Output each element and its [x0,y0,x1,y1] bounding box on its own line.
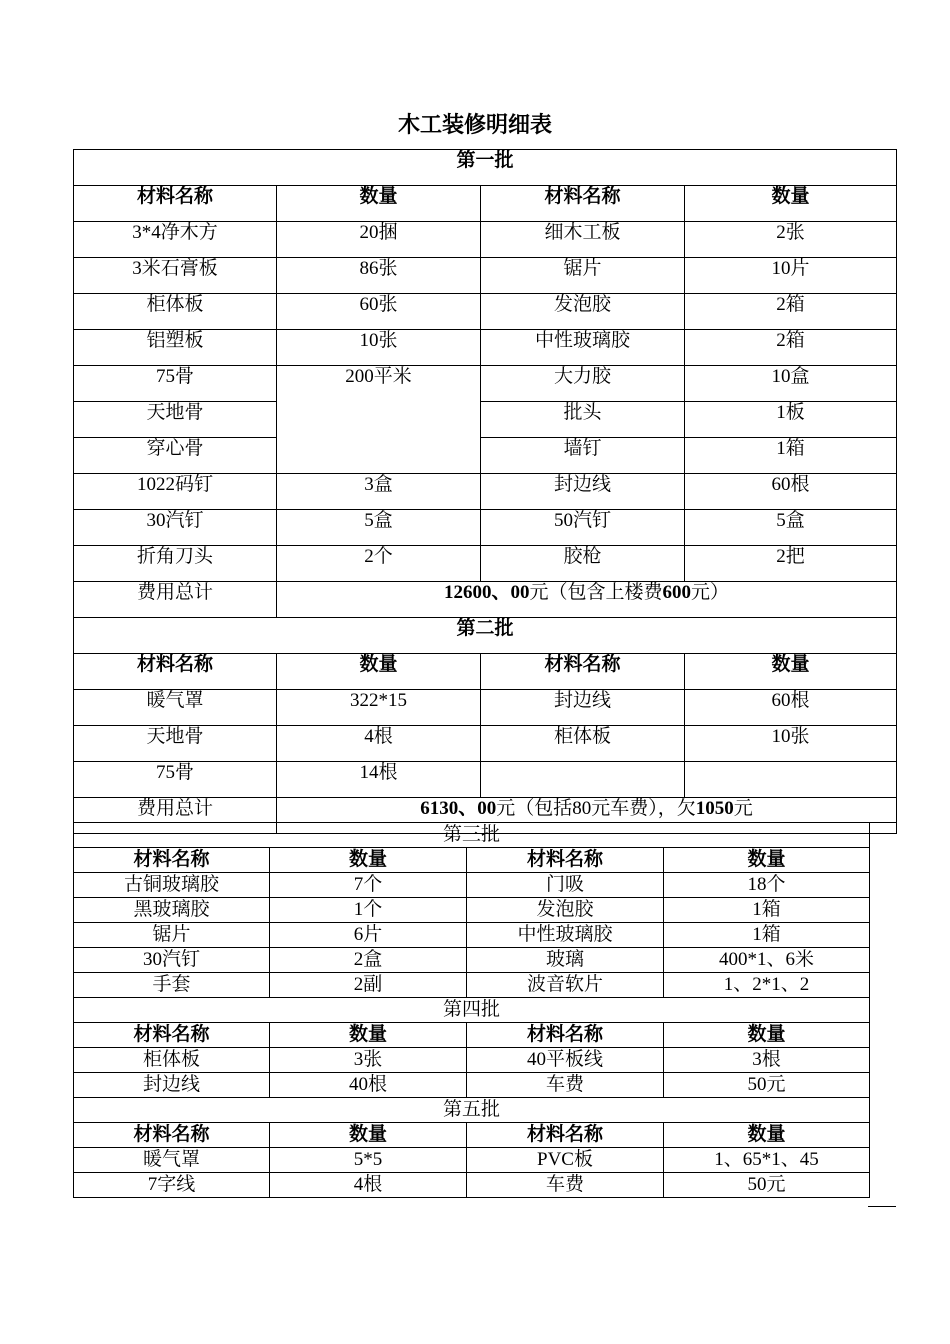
cell: 18个 [664,873,870,898]
total-end: 元） [691,582,730,603]
table-row [74,1073,870,1098]
header-quantity: 数量 [270,848,467,873]
cell: 86张 [277,258,481,294]
table-row [74,973,870,998]
table-row [74,1048,870,1073]
cell: 细木工板 [481,222,685,258]
cell: 批头 [481,402,685,438]
table-row [74,873,870,898]
batch-table-3-5 [73,822,870,1198]
cell: 60根 [685,690,897,726]
cell: 5盒 [277,510,481,546]
cell: 中性玻璃胶 [481,330,685,366]
header-quantity: 数量 [685,186,897,222]
total-row [74,582,897,618]
total-label: 费用总计 [74,582,277,618]
cell [481,762,685,798]
batch-3-label: 第三批 [74,823,870,848]
cell: 发泡胶 [481,294,685,330]
cell: 大力胶 [481,366,685,402]
table-row [74,690,897,726]
page-title: 木工装修明细表 [397,112,552,137]
table-row [74,402,897,438]
total-text: 元（包括80元车费），欠 [496,798,696,819]
cell: 柜体板 [74,294,277,330]
cell: 封边线 [481,474,685,510]
batch-2-label: 第二批 [74,618,897,654]
batch-5-label: 第五批 [74,1098,870,1123]
cell: 1、65*1、45 [664,1148,870,1173]
header-quantity: 数量 [277,186,481,222]
table-row [74,948,870,973]
cell: 30汽钉 [74,510,277,546]
header-quantity: 数量 [664,1023,870,1048]
cell: 3张 [270,1048,467,1073]
cell: 14根 [277,762,481,798]
header-material-name: 材料名称 [481,654,685,690]
header-material-name: 材料名称 [481,186,685,222]
header-quantity: 数量 [664,1123,870,1148]
cell: 400*1、6米 [664,948,870,973]
total-extra: 600 [662,582,692,603]
table-row [74,762,897,798]
total-amount: 6130、00 [420,798,497,819]
cell: 1个 [270,898,467,923]
cell: 胶枪 [481,546,685,582]
cell: 1022码钉 [74,474,277,510]
cell: 75骨 [74,366,277,402]
cell [685,762,897,798]
cell: 手套 [74,973,270,998]
batch-1-label: 第一批 [74,150,897,186]
cell: 锯片 [74,923,270,948]
cell: 1箱 [664,923,870,948]
table-row [74,546,897,582]
table-row [74,366,897,402]
cell: 50元 [664,1073,870,1098]
table-row [74,923,870,948]
cell: 暖气罩 [74,1148,270,1173]
cell: 天地骨 [74,402,277,438]
cell: 古铜玻璃胶 [74,873,270,898]
cell: 穿心骨 [74,438,277,474]
table-row [74,726,897,762]
table-row [74,510,897,546]
cell: 1、2*1、2 [664,973,870,998]
cell: 折角刀头 [74,546,277,582]
total-end: 元 [733,798,753,819]
total-label: 费用总计 [74,798,277,834]
cell: 暖气罩 [74,690,277,726]
cell: 天地骨 [74,726,277,762]
cell: 2副 [270,973,467,998]
cell: 4根 [270,1173,467,1198]
total-value [277,582,897,618]
header-quantity: 数量 [685,654,897,690]
cell: 40平板线 [467,1048,664,1073]
cell: 柜体板 [481,726,685,762]
cell: 玻璃 [467,948,664,973]
table-row [74,438,897,474]
cell: 7字线 [74,1173,270,1198]
cell: 10片 [685,258,897,294]
cell: 10张 [685,726,897,762]
cell: 2把 [685,546,897,582]
table-row [74,898,870,923]
cell: 铝塑板 [74,330,277,366]
cell: 门吸 [467,873,664,898]
cell: 20捆 [277,222,481,258]
cell: 1箱 [685,438,897,474]
total-amount: 12600、00 [443,582,530,603]
cell: 2箱 [685,294,897,330]
cell: 1板 [685,402,897,438]
batch-table-1-2 [73,149,897,834]
header-quantity: 数量 [277,654,481,690]
cell: 封边线 [74,1073,270,1098]
cell: 2盒 [270,948,467,973]
header-material-name: 材料名称 [74,654,277,690]
cell: 40根 [270,1073,467,1098]
cell: 50元 [664,1173,870,1198]
header-material-name: 材料名称 [467,1123,664,1148]
table-row [74,294,897,330]
table-row [74,474,897,510]
total-extra: 1050 [695,798,734,819]
cell: 2个 [277,546,481,582]
table-row [74,1173,870,1198]
total-text: 元（包含上楼费 [529,582,663,603]
header-quantity: 数量 [270,1123,467,1148]
cell: 黑玻璃胶 [74,898,270,923]
cell: 30汽钉 [74,948,270,973]
cell: 2张 [685,222,897,258]
cell: 75骨 [74,762,277,798]
cell: 3米石膏板 [74,258,277,294]
cell: 5*5 [270,1148,467,1173]
cell: 60根 [685,474,897,510]
cell: 4根 [277,726,481,762]
cell: 波音软片 [467,973,664,998]
header-material-name: 材料名称 [74,1123,270,1148]
header-material-name: 材料名称 [467,1023,664,1048]
cell: 10张 [277,330,481,366]
header-material-name: 材料名称 [74,848,270,873]
table-row [74,330,897,366]
cell: 322*15 [277,690,481,726]
header-quantity: 数量 [664,848,870,873]
cell: 3根 [664,1048,870,1073]
cell: 墙钉 [481,438,685,474]
cell: 50汽钉 [481,510,685,546]
cell: 2箱 [685,330,897,366]
table-row [74,258,897,294]
header-quantity: 数量 [270,1023,467,1048]
cell: 发泡胶 [467,898,664,923]
divider [868,822,896,823]
cell: 车费 [467,1173,664,1198]
header-material-name: 材料名称 [74,1023,270,1048]
header-material-name: 材料名称 [74,186,277,222]
cell: 6片 [270,923,467,948]
cell: 1箱 [664,898,870,923]
cell: 60张 [277,294,481,330]
cell: 柜体板 [74,1048,270,1073]
cell: 7个 [270,873,467,898]
table-row [74,1148,870,1173]
divider [868,1206,896,1207]
cell: 3*4净木方 [74,222,277,258]
cell-merged: 200平米 [277,366,481,474]
cell: PVC板 [467,1148,664,1173]
cell: 车费 [467,1073,664,1098]
cell: 5盒 [685,510,897,546]
cell: 封边线 [481,690,685,726]
cell: 中性玻璃胶 [467,923,664,948]
batch-4-label: 第四批 [74,998,870,1023]
cell: 10盒 [685,366,897,402]
cell: 3盒 [277,474,481,510]
table-row [74,222,897,258]
header-material-name: 材料名称 [467,848,664,873]
cell: 锯片 [481,258,685,294]
